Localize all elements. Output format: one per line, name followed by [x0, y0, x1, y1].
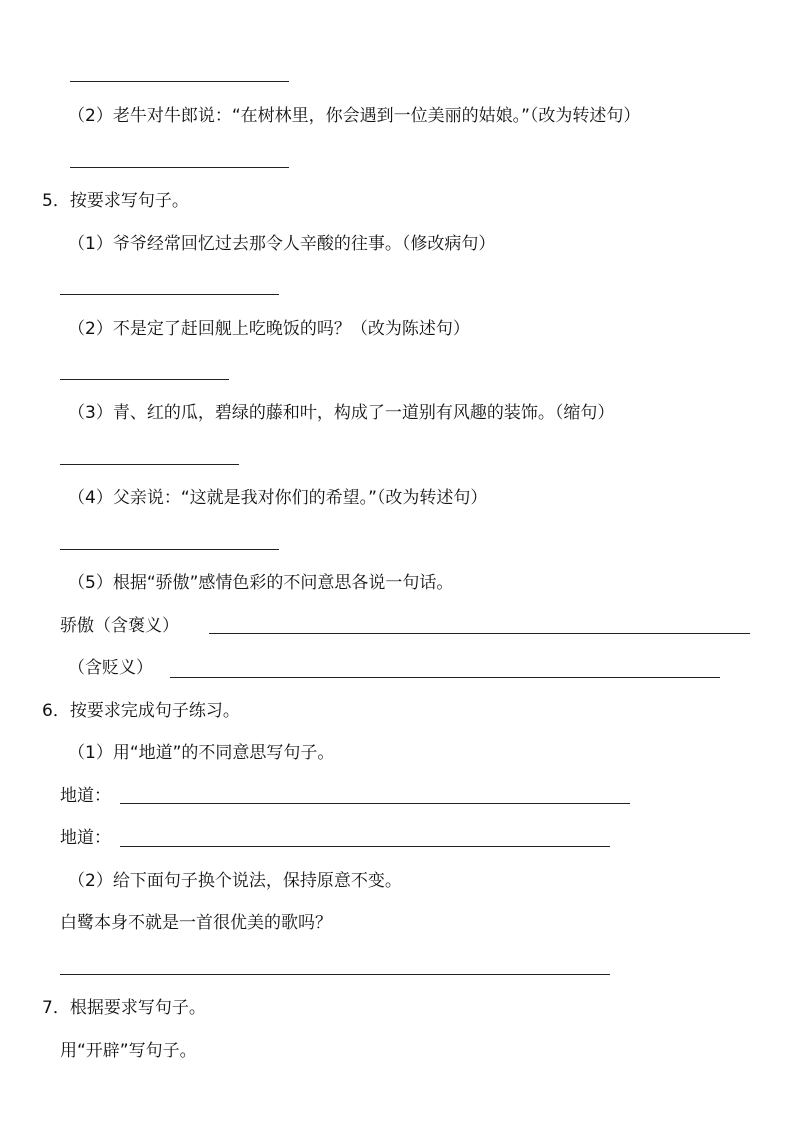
answer-line-egret[interactable]: [60, 974, 610, 975]
answer-line-q5-3[interactable]: [60, 464, 239, 465]
q7-heading: 7．根据要求写句子。: [42, 998, 206, 1018]
q5-item-2: （2）不是定了赶回舰上吃晚饭的吗？（改为陈述句）: [68, 319, 470, 339]
answer-line-q4-1[interactable]: [70, 81, 289, 82]
didao-label-2: 地道：: [60, 828, 111, 848]
answer-line-q5-2[interactable]: [60, 379, 229, 380]
q5-heading: 5．按要求写句子。: [42, 191, 189, 211]
derog-label: （含贬义）: [68, 658, 153, 678]
answer-line-q5-1[interactable]: [60, 294, 279, 295]
q5-item-1: （1）爷爷经常回忆过去那令人辛酸的往事。（修改病句）: [68, 234, 496, 254]
answer-line-didao-1[interactable]: [120, 803, 630, 804]
praise-label: 骄傲（含褒义）: [60, 616, 179, 636]
answer-line-derog[interactable]: [170, 677, 720, 678]
answer-line-praise[interactable]: [209, 633, 750, 634]
didao-label-1: 地道：: [60, 786, 111, 806]
q5-item-4: （4）父亲说：“这就是我对你们的希望。”（改为转述句）: [68, 488, 488, 508]
answer-line-q5-4[interactable]: [60, 549, 279, 550]
answer-line-q4-2[interactable]: [70, 167, 289, 168]
q6-heading: 6．按要求完成句子练习。: [42, 701, 240, 721]
q6-item-1: （1）用“地道”的不同意思写句子。: [68, 743, 335, 763]
q6-item-2: （2）给下面句子换个说法，保持原意不变。: [68, 871, 402, 891]
q4-item-2: （2）老牛对牛郎说：“在树林里，你会遇到一位美丽的姑娘。”（改为转述句）: [68, 106, 641, 126]
q5-item-3: （3）青、红的瓜，碧绿的藤和叶，构成了一道别有风趣的装饰。（缩句）: [68, 403, 615, 423]
q7-item-1: 用“开辟”写句子。: [60, 1041, 197, 1061]
answer-line-didao-2[interactable]: [120, 846, 610, 847]
q5-item-5: （5）根据“骄傲”感情色彩的不问意思各说一句话。: [68, 573, 454, 593]
egret-sentence: 白鹭本身不就是一首很优美的歌吗？: [60, 913, 332, 933]
